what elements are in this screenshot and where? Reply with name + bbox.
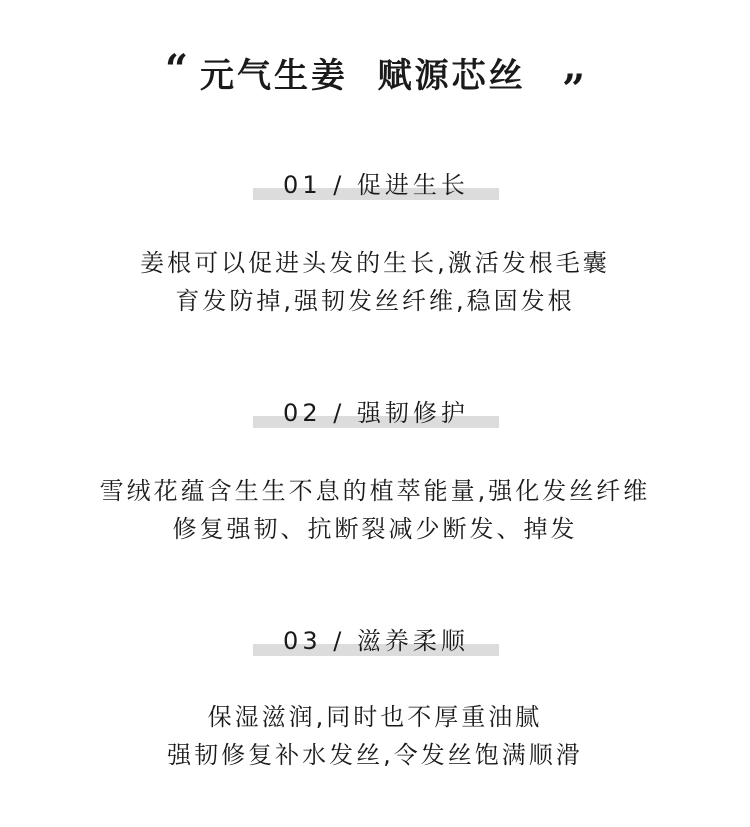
body-line: 姜根可以促进头发的生长,激活发根毛囊 (140, 249, 610, 277)
body-line: 雪绒花蕴含生生不息的植萃能量,强化发丝纤维 (99, 477, 651, 505)
headline (0, 46, 750, 113)
section-body (0, 244, 750, 320)
section-body (0, 472, 750, 548)
section-heading-label: 02 / 强韧修护 (283, 399, 469, 427)
body-line: 修复强韧、抗断裂减少断发、掉发 (172, 515, 578, 543)
section-heading-label: 03 / 滋养柔顺 (283, 627, 469, 655)
body-line: 育发防掉,强韧发丝纤维,稳固发根 (175, 287, 575, 315)
section-heading (253, 170, 499, 200)
section-body (0, 698, 750, 774)
section-heading (253, 398, 499, 428)
headline-title: 元气生姜 赋源芯丝 (200, 56, 526, 96)
section-heading-label: 01 / 促进生长 (283, 171, 469, 199)
body-line: 强韧修复补水发丝,令发丝饱满顺滑 (167, 741, 583, 769)
section-heading (253, 626, 499, 656)
body-line: 保湿滋润,同时也不厚重油腻 (207, 703, 543, 731)
open-quote-mark: “ (165, 46, 189, 93)
close-quote-mark: ” (562, 66, 586, 113)
